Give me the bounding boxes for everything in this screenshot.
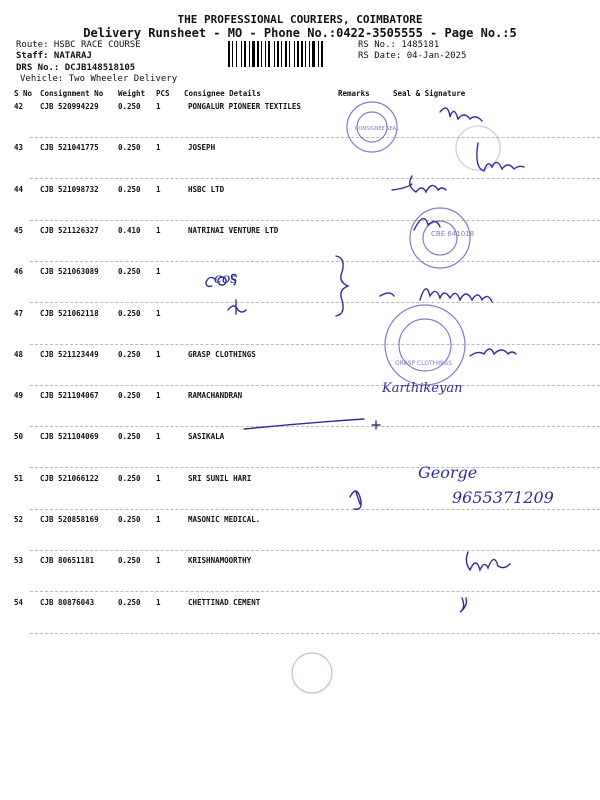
row-sno: 50 xyxy=(14,432,24,442)
row-consignment-no: CJB 521041775 xyxy=(40,143,99,153)
row-consignee: CHETTINAD CEMENT xyxy=(188,597,261,607)
page-title: Delivery Runsheet - MO - Phone No.:0422-3505555 - Page No.:5 xyxy=(83,26,517,40)
row-consignee: PONGALUR PIONEER TEXTILES xyxy=(188,102,301,111)
row-weight: 0.250 xyxy=(118,473,141,483)
handwriting-row49-text: Karthikeyan xyxy=(382,381,463,396)
row-pcs: 1 xyxy=(156,143,161,153)
row-weight: 0.250 xyxy=(118,432,141,442)
staff-label: Staff: NATARAJ xyxy=(16,51,92,61)
col-consignee: Consignee Details xyxy=(184,89,261,98)
row-weight: 0.250 xyxy=(118,597,141,607)
row-sno: 49 xyxy=(14,391,24,401)
row-pcs: 1 xyxy=(156,184,161,194)
svg-text:CONSIGNEE SEAL: CONSIGNEE SEAL xyxy=(355,126,399,132)
row-sno: 46 xyxy=(14,267,24,277)
row-pcs: 1 xyxy=(156,432,161,442)
row-pcs: 1 xyxy=(156,225,161,235)
signature-rows46-47 xyxy=(380,289,492,302)
row-pcs: 1 xyxy=(156,267,161,277)
row-pcs: 1 xyxy=(156,349,161,359)
svg-text:GRASP CLOTHINGS: GRASP CLOTHINGS xyxy=(395,360,452,367)
row-weight: 0.250 xyxy=(118,143,141,153)
row-weight: 0.250 xyxy=(118,515,141,524)
row-weight: 0.250 xyxy=(118,267,141,277)
row-pcs: 1 xyxy=(156,515,161,524)
row-consignee: KRISHNAMOORTHY xyxy=(188,556,252,566)
row-sno: 42 xyxy=(14,102,24,111)
row-pcs: 1 xyxy=(156,473,161,483)
col-weight: Weight xyxy=(118,89,146,98)
row-consignment-no: CJB 520858169 xyxy=(40,515,99,524)
vehicle-label: Vehicle: Two Wheeler Delivery xyxy=(20,74,178,84)
row-sno: 53 xyxy=(14,556,24,566)
row-consignment-no: CJB 521126327 xyxy=(40,225,99,235)
row-consignment-no: CJB 80651181 xyxy=(40,556,95,566)
row-pcs: 1 xyxy=(156,102,161,111)
row-sno: 45 xyxy=(14,225,24,235)
row-sno: 43 xyxy=(14,143,24,153)
svg-text:CBE 641018: CBE 641018 xyxy=(431,230,475,238)
row-weight: 0.250 xyxy=(118,308,141,318)
row-consignee: RAMACHANDRAN xyxy=(188,391,243,401)
row-consignee: SRI SUNIL HARI xyxy=(188,473,252,483)
company-name: THE PROFESSIONAL COURIERS, COIMBATORE xyxy=(177,13,423,26)
handwriting-phone-row51: 9655371209 xyxy=(452,488,554,507)
row-consignment-no: CJB 521104067 xyxy=(40,391,99,401)
row-consignment-no: CJB 521123449 xyxy=(40,349,99,359)
col-remarks: Remarks xyxy=(338,89,370,98)
row-weight: 0.250 xyxy=(118,349,141,359)
row-consignment-no: CJB 80876043 xyxy=(40,597,95,607)
row-weight: 0.250 xyxy=(118,102,141,111)
row-weight: 0.250 xyxy=(118,184,141,194)
strike-line-row50 xyxy=(244,419,380,429)
row-consignment-no: CJB 521098732 xyxy=(40,184,99,194)
row-consignment-no: CJB 520994229 xyxy=(40,102,99,111)
row-sno: 54 xyxy=(14,597,24,607)
drs-number: DRS No.: DCJB148518105 xyxy=(16,63,136,73)
row-consignment-no: CJB 521063089 xyxy=(40,267,99,277)
row-consignee: GRASP CLOTHINGS xyxy=(188,349,256,359)
row-sno: 52 xyxy=(14,515,24,524)
route-label: Route: HSBC RACE COURSE xyxy=(16,40,141,50)
row-consignee: SASIKALA xyxy=(188,432,225,442)
signature-row53 xyxy=(466,552,510,570)
col-pcs: PCS xyxy=(156,89,170,98)
signature-row44 xyxy=(392,176,446,192)
row-consignee: JOSEPH xyxy=(188,143,216,153)
row-consignee: MASONIC MEDICAL. xyxy=(188,515,261,524)
signature-row48 xyxy=(470,349,516,356)
row-sno: 48 xyxy=(14,349,24,359)
row-pcs: 1 xyxy=(156,391,161,401)
signature-row52 xyxy=(350,491,361,509)
signature-row42 xyxy=(440,108,482,121)
row-consignment-no: CJB 521104069 xyxy=(40,432,99,442)
row-sno: 44 xyxy=(14,184,24,194)
row-consignment-no: CJB 521066122 xyxy=(40,473,99,483)
row-consignee: HSBC LTD xyxy=(188,184,225,194)
signature-row45 xyxy=(414,219,440,230)
row-sno: 47 xyxy=(14,308,24,318)
handwriting-name-row51: George xyxy=(418,463,478,482)
col-sno: S No xyxy=(14,89,33,98)
rs-number: RS No.: 1485181 xyxy=(358,40,440,50)
row-sno: 51 xyxy=(14,473,24,483)
pincode-seal-stamp xyxy=(410,208,474,268)
round-seal-stamp xyxy=(347,102,399,152)
col-consignment: Consignment No xyxy=(40,89,104,98)
initials-row47 xyxy=(228,300,246,314)
row-weight: 0.250 xyxy=(118,391,141,401)
faint-stamp xyxy=(292,653,332,693)
company-seal-stamp xyxy=(385,305,465,385)
signature-row54 xyxy=(460,598,466,612)
row-consignment-no: CJB 521062118 xyxy=(40,308,99,318)
handwriting-row46-text: cos xyxy=(214,271,238,287)
row-pcs: 1 xyxy=(156,556,161,566)
row-weight: 0.410 xyxy=(118,225,141,235)
row-pcs: 1 xyxy=(156,308,161,318)
row-pcs: 1 xyxy=(156,597,161,607)
row-consignee: NATRINAI VENTURE LTD xyxy=(188,225,279,235)
brace-rows46-47 xyxy=(336,256,348,316)
col-seal-signature: Seal & Signature xyxy=(393,89,466,98)
row-weight: 0.250 xyxy=(118,556,141,566)
rs-date: RS Date: 04-Jan-2025 xyxy=(358,51,467,61)
